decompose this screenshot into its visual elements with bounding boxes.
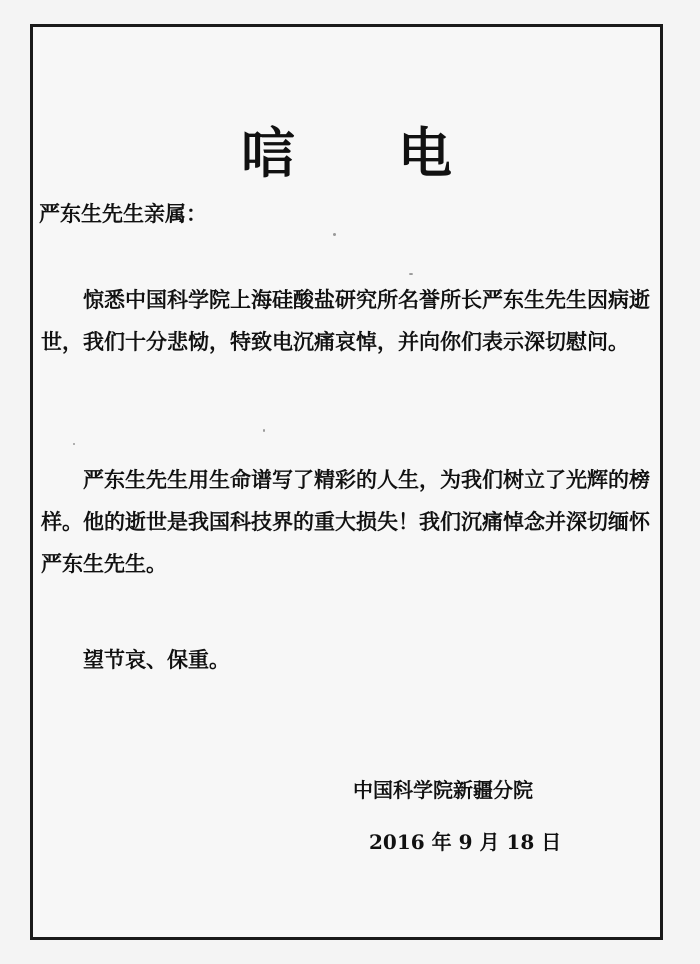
scan-speck <box>333 233 336 236</box>
paragraph-closing: 望节哀、保重。 <box>83 647 230 672</box>
signature-date: 2016 年 9 月 18 日 <box>369 830 562 854</box>
scan-speck <box>73 443 75 445</box>
paragraph-condolence: 惊悉中国科学院上海硅酸盐研究所名誉所长严东生先生因病逝世，我们十分悲恸，特致电沉痛哀悼，并向你们表示深切慰问。 <box>41 287 650 354</box>
salutation: 严东生先生亲属： <box>39 201 207 226</box>
signature-organization: 中国科学院新疆分院 <box>353 778 533 802</box>
document-frame <box>30 24 663 940</box>
scan-speck <box>263 429 265 432</box>
paragraph-tribute: 严东生先生用生命谱写了精彩的人生，为我们树立了光辉的榜样。他的逝世是我国科技界的重大损失！我们沉痛悼念并深切缅怀严东生先生。 <box>41 467 650 576</box>
document-title: 唁 电 <box>241 122 494 185</box>
scan-speck <box>409 273 413 275</box>
